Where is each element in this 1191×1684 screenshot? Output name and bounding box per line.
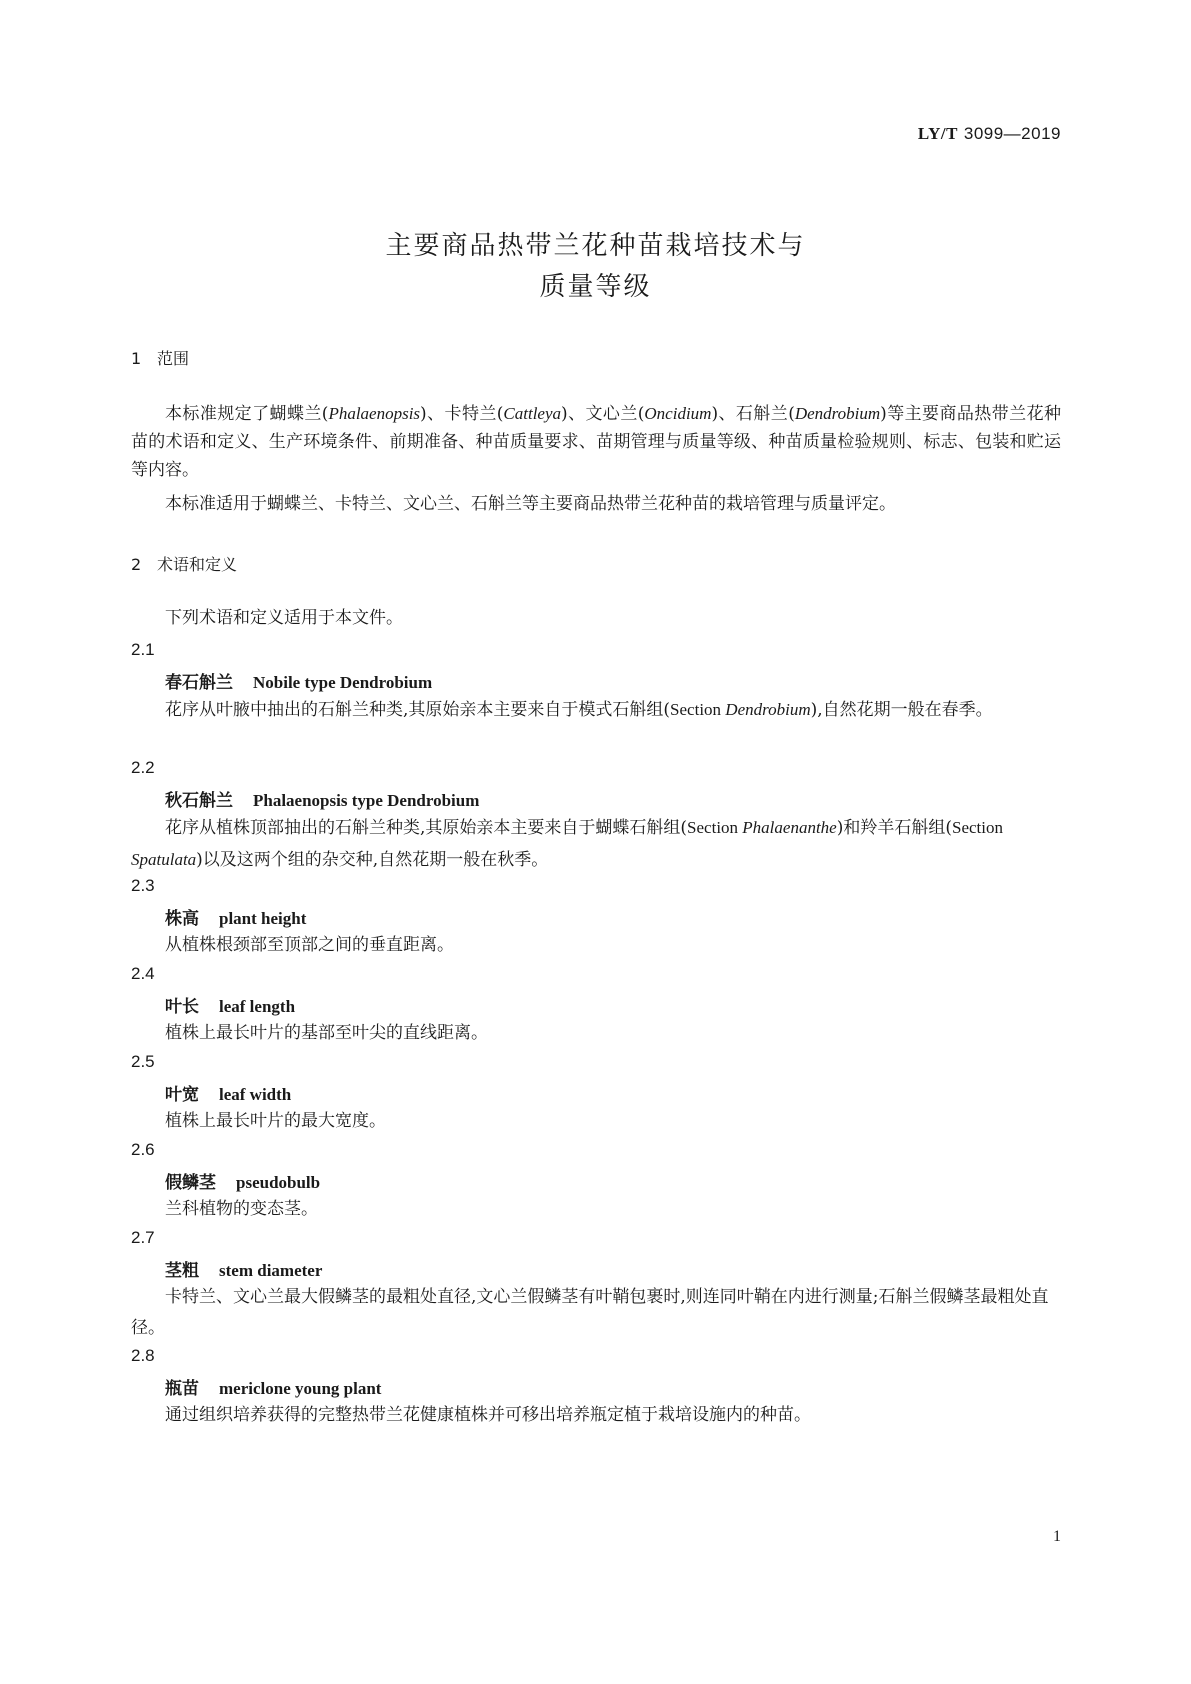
scope-paragraph-2: 本标准适用于蝴蝶兰、卡特兰、文心兰、石斛兰等主要商品热带兰花种苗的栽培管理与质量评定。 (165, 494, 896, 514)
term-definition: 植株上最长叶片的最大宽度。 (165, 1111, 386, 1131)
term-en: Nobile type Dendrobium (253, 673, 433, 692)
term-en: mericlone young plant (219, 1379, 382, 1398)
latin-name: Dendrobium (725, 700, 811, 719)
clause-number: 2.8 (131, 1346, 155, 1365)
term-definition (131, 694, 1061, 726)
term-en: plant height (219, 909, 307, 928)
text: Section (670, 700, 726, 719)
title-line-1: 主要商品热带兰花种苗栽培技术与 (385, 231, 806, 261)
term-definition: 卡特兰、文心兰最大假鳞茎的最粗处直径,文心兰假鳞茎有叶鞘包裹时,则连同叶鞘在内进行测量;石斛兰假鳞茎最粗处直径。 (131, 1287, 1049, 1338)
term-heading (165, 904, 306, 929)
term-en: pseudobulb (236, 1173, 321, 1192)
latin-name: Oncidium (644, 404, 712, 423)
term-en: leaf length (219, 997, 296, 1016)
latin-name: Cattleya (503, 404, 562, 423)
standard-number: 3099—2019 (963, 124, 1061, 143)
term-en: leaf width (219, 1085, 292, 1104)
term-heading (165, 992, 295, 1017)
section-title: 范围 (157, 349, 190, 368)
section-number: 1 (131, 349, 142, 368)
document-title (0, 226, 1191, 308)
term-zh: 春石斛兰 (165, 673, 233, 693)
text: Section (951, 818, 1003, 837)
clause-number: 2.5 (131, 1052, 155, 1071)
page-number: 1 (1053, 1528, 1061, 1545)
section-2-heading (131, 552, 237, 575)
term-zh: 秋石斛兰 (165, 791, 233, 811)
term-zh: 瓶苗 (165, 1379, 199, 1399)
section-number: 2 (131, 555, 142, 574)
latin-name: Phalaenopsis (328, 404, 421, 423)
text: )等主要商品热带兰花种苗的术语和定义、生产环境条件、前期准备、种苗质量要求、苗期管理与质量等级、种苗质量检验规则、标志、包装和贮运等内容。 (131, 404, 1061, 480)
clause-number: 2.4 (131, 964, 155, 983)
term-heading (165, 1374, 381, 1399)
latin-name: Dendrobium (794, 404, 881, 423)
clause-number: 2.7 (131, 1228, 155, 1247)
text: )和羚羊石斛组( (836, 818, 952, 838)
scope-paragraph-1 (131, 400, 1061, 484)
clause-number: 2.3 (131, 876, 155, 895)
term-zh: 茎粗 (165, 1261, 199, 1281)
term-heading (165, 1168, 320, 1193)
standard-prefix: LY/T (917, 124, 958, 143)
standard-code (918, 124, 1061, 144)
term-definition: 通过组织培养获得的完整热带兰花健康植株并可移出培养瓶定植于栽培设施内的种苗。 (165, 1405, 811, 1425)
text: 花序从叶腋中抽出的石斛兰种类,其原始亲本主要来自于模式石斛组( (165, 700, 671, 720)
title-line-2: 质量等级 (539, 272, 652, 302)
term-heading (165, 786, 479, 811)
term-definition: 从植株根颈部至顶部之间的垂直距离。 (165, 935, 454, 955)
term-heading (165, 668, 432, 693)
text: )、石斛兰( (711, 404, 795, 424)
section-1-heading (131, 346, 189, 369)
clause-number: 2.6 (131, 1140, 155, 1159)
terms-intro: 下列术语和定义适用于本文件。 (165, 608, 403, 628)
section-title: 术语和定义 (157, 555, 238, 574)
text: )以及这两个组的杂交种,自然花期一般在秋季。 (196, 850, 549, 870)
latin-name: Spatulata (131, 850, 197, 869)
term-zh: 叶长 (165, 997, 199, 1017)
term-definition: 植株上最长叶片的基部至叶尖的直线距离。 (165, 1023, 488, 1043)
term-definition: 兰科植物的变态茎。 (165, 1199, 318, 1219)
term-en: Phalaenopsis type Dendrobium (253, 791, 480, 810)
text: ),自然花期一般在春季。 (810, 700, 993, 720)
latin-name: Phalaenanthe (742, 818, 837, 837)
term-en: stem diameter (219, 1261, 323, 1280)
text: 本标准规定了蝴蝶兰( (165, 404, 329, 424)
text: Section (687, 818, 743, 837)
text: )、文心兰( (561, 404, 645, 424)
term-zh: 株高 (165, 909, 199, 929)
text: 花序从植株顶部抽出的石斛兰种类,其原始亲本主要来自于蝴蝶石斛组( (165, 818, 688, 838)
term-heading (165, 1080, 291, 1105)
term-definition (131, 812, 1061, 876)
clause-number: 2.1 (131, 640, 155, 659)
text: )、卡特兰( (420, 404, 504, 424)
term-zh: 叶宽 (165, 1085, 199, 1105)
clause-number: 2.2 (131, 758, 155, 777)
term-heading (165, 1256, 322, 1281)
term-zh: 假鳞茎 (165, 1173, 216, 1193)
